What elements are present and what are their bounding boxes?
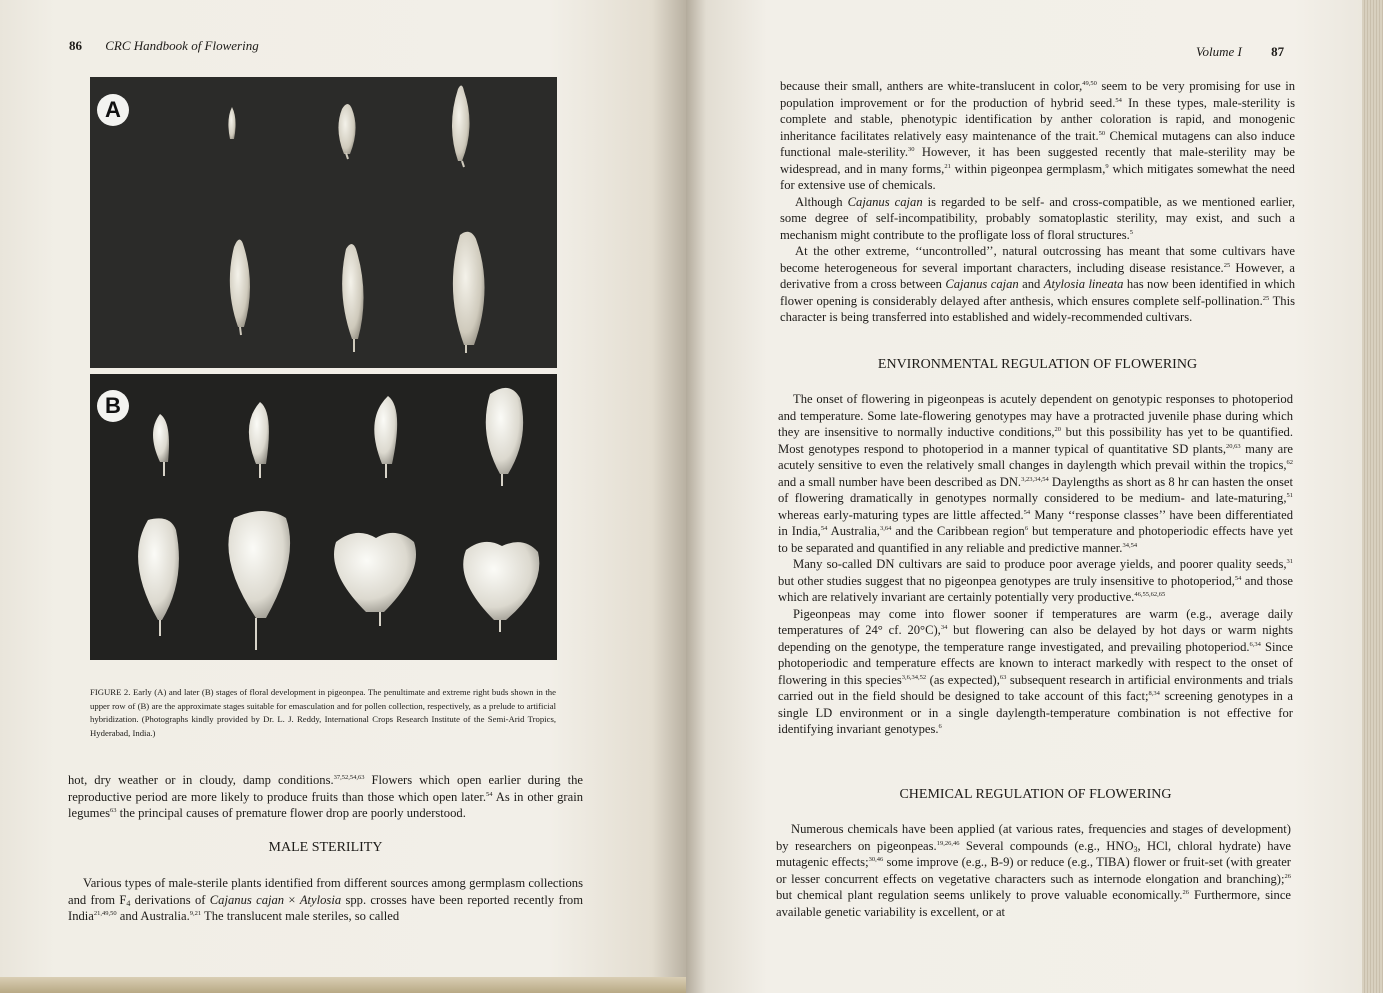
left-paragraph-continued: hot, dry weather or in cloudy, damp conditions.$^{37,52,54,63}$ Flowers which open earlier during the reproductive period are more likely to produce fruits than those which open later.$^{54}$ As in other grain legumes$^{63}$ the principal causes of premature flower drop are poorly understood. <box>68 773 584 820</box>
book-page-edges <box>1362 0 1383 993</box>
volume-label: Volume I <box>1196 44 1242 59</box>
paragraph-chemicals: Numerous chemicals have been applied (at various rates, frequencies and stages of development) by researchers on pigeonpeas.$^{19,26,46}$ Several compounds (e.g., $HNO_3$, HCl, chloral hydrate) have mutagenic effects;$^{30,46}$ some improve (e.g., B-9) or reduce (e.g., TIBA) flower or fruit-set (with greater or lesser concurrent effects on vegetative characters such as internode elongation and branching);$^{26}$ but chemical plant regulation seems unlikely to prove valuable economically.$^{26}$ Furthermore, since available genetic variability is excellent, or at <box>776 822 1291 919</box>
figure-photo-panel-b <box>90 374 557 660</box>
right-body-chemical <box>776 821 1291 920</box>
panel-a-flower-buds <box>90 77 557 368</box>
right-running-head <box>1196 44 1284 60</box>
paragraph-outcrossing: At the other extreme, ‘‘uncontrolled’’, natural outcrossing has meant that some cultivars have become heterogeneous for several important characters, including disease resistance.$^{25}$ However, a derivative from a cross between Cajanus cajan and Atylosia lineata has now been identified in which flower opening is considerably delayed after anthesis, which ensures complete self-pollination.$^{25}$ This character is being transferred into established and widely-recommended cultivars. <box>780 244 1296 324</box>
left-running-head <box>69 38 259 54</box>
right-page-number: 87 <box>1271 44 1285 59</box>
figure-caption: FIGURE 2. Early (A) and later (B) stages of floral development in pigeonpea. The penultimate and extreme right buds shown in the upper row of (B) are the approximate stages suitable for emasculation and for pollen collection, respectively, as a prelude to artificial hybridization. (Photographs kindly provided by Dr. L. J. Reddy, International Crops Research Institute of the Semi-Arid Tropics, Hyderabad, India.) <box>90 687 556 738</box>
left-running-title: CRC Handbook of Flowering <box>105 38 259 53</box>
heading-environmental-regulation: ENVIRONMENTAL REGULATION OF FLOWERING <box>877 357 1198 372</box>
left-page <box>0 0 686 993</box>
paragraph-self-compatible: Although Cajanus cajan is regarded to be self- and cross-compatible, as we mentioned earlier, some degree of self-incompatibility, probably somatoplastic sterility, may exist, and such a mechanism might contribute to the profligate loss of floral structures.$^5$ <box>780 194 1295 242</box>
left-page-number: 86 <box>69 38 82 53</box>
left-paragraph-male-sterility: Various types of male-sterile plants identified from different sources among germplasm collections and from $F_4$ derivations of Cajanus cajan × Atylosia spp. crosses have been reported recently from India$^{21,49,50}$ and Australia.$^{9,21}$ The translucent male steriles, so called <box>68 876 583 923</box>
paragraph-anthers: because their small, anthers are white-translucent in color,$^{49,50}$ seem to be very promising for use in population improvement or for the production of hybrid seed.$^{54}$ In these types, male-sterility is complete and stable, phenotypic identification by anther coloration is rapid, and monogenic inheritance facilitates relatively easy maintenance of the trait.$^{50}$ Chemical mutagens can also induce functional male-sterility.$^{30}$ However, it has been suggested recently that male-sterility may be widespread, and in many forms,$^{21}$ within pigeonpea germplasm,$^9$ which mitigates somewhat the need for extensive use of chemicals. <box>780 79 1296 192</box>
figure-photo-panel-a <box>90 77 557 368</box>
panel-b-flowers <box>90 374 557 660</box>
right-body-environmental <box>778 391 1293 738</box>
right-page <box>686 0 1362 993</box>
heading-chemical-regulation: CHEMICAL REGULATION OF FLOWERING <box>899 787 1172 802</box>
paragraph-photoperiod: The onset of flowering in pigeonpeas is acutely dependent on genotypic responses to photoperiod and temperature. Some late-flowering genotypes may have a protracted juvenile phase during which they are insensitive to normally inductive conditions,$^{20}$ but this possibility has yet to be quantified. Most genotypes respond to photoperiod in a manner typical of quantitative SD plants,$^{20,63}$ many are acutely sensitive to even the relatively small changes in daylength which prevail within the tropics,$^{62}$ and a small number have been described as DN.$^{3,23,34,54}$ Daylengths as short as 8 hr can hasten the onset of flowering dramatically in genotypes normally considered to be medium- and late-maturing,$^{51}$ whereas early-maturing types are little affected.$^{54}$ Many ‘‘response classes’’ have been differentiated in India,$^{54}$ Australia,$^{3,64}$ and the Caribbean region$^6$ but temperature and photoperiodic effects have yet to be separated and quantified in any reliable and predictive manner.$^{34,54}$ <box>778 392 1294 555</box>
heading-male-sterility: MALE STERILITY <box>268 840 383 855</box>
paragraph-dn-cultivars: Many so-called DN cultivars are said to produce poor average yields, and poorer quality seeds,$^{31}$ but other studies suggest that no pigeonpea genotypes are truly insensitive to photoperiod,$^{54}$ and those which are relatively invariant are certainly potentially very productive.$^{46,55,62,65}$ <box>778 557 1293 604</box>
paragraph-temperature: Pigeonpeas may come into flower sooner if temperatures are warm (e.g., average daily temperatures of 24° cf. 20°C),$^{34}$ but flowering can also be delayed by hot days or warm nights depending on the genotype, the temperature range investigated, and prevailing photoperiod.$^{6,34}$ Since photoperiodic and temperature effects are known to interact markedly with respect to the onset of flowering in this species$^{3,6,34,52}$ (as expected),$^{63}$ subsequent research in artificial environments and trials carried out in the field should be designed to take account of this fact;$^{8,34}$ screening genotypes in a single LD environment or in a single daylength-temperature combination is not effective for identifying invariant genotypes.$^6$ <box>778 606 1294 736</box>
panel-a-label: A <box>97 94 129 126</box>
book-bottom-edge <box>0 977 686 993</box>
right-body-top <box>780 78 1295 326</box>
panel-b-label: B <box>97 390 129 422</box>
